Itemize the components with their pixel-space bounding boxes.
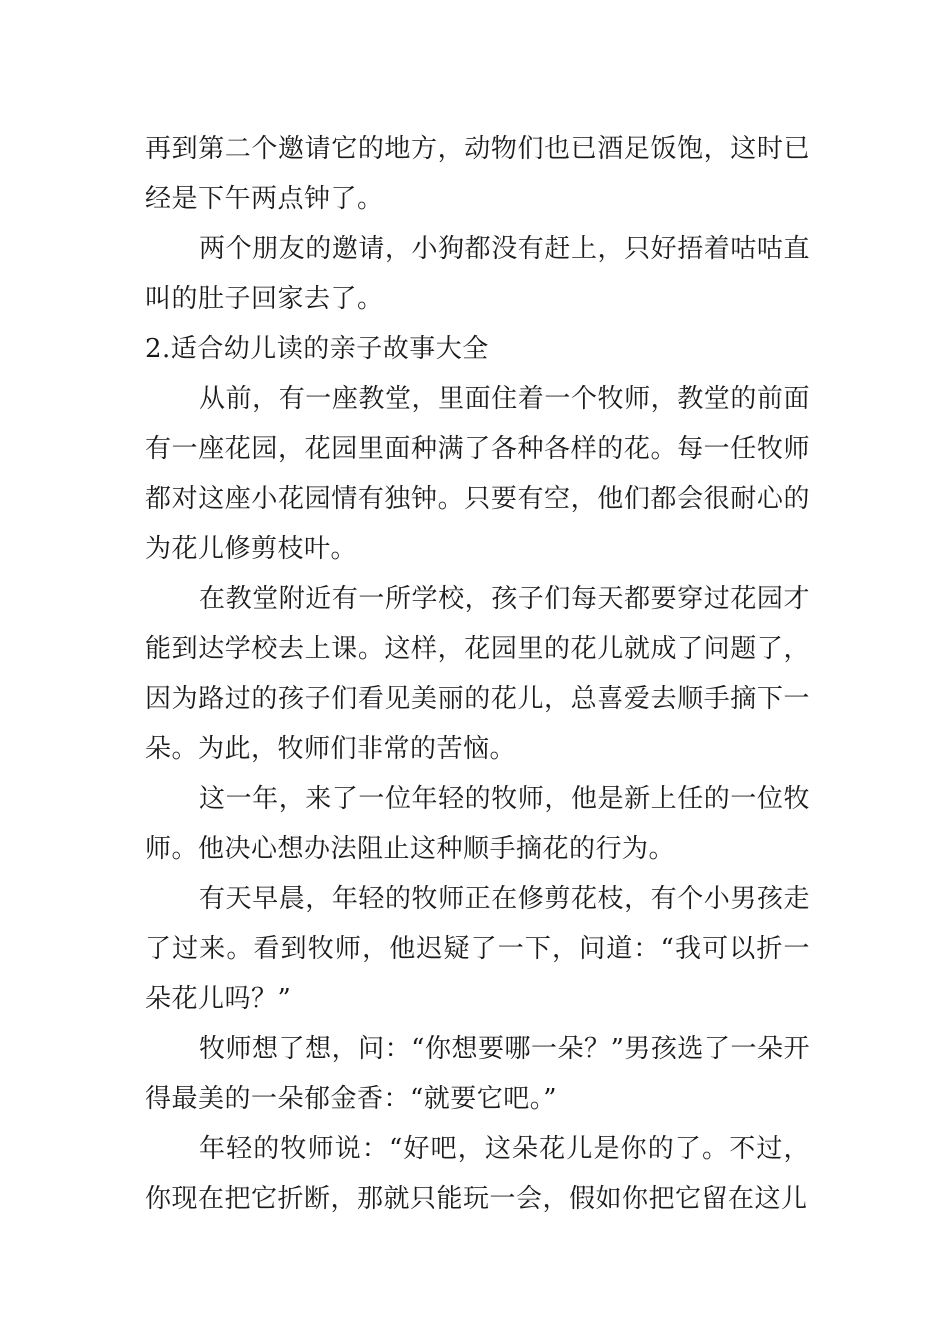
section-heading: 2.适合幼儿读的亲子故事大全	[145, 334, 489, 364]
paragraph: 在教堂附近有一所学校，孩子们每天都要穿过花园才能到达学校去上课。这样，花园里的花儿就成了问题了，因为路过的孩子们看见美丽的花儿，总喜爱去顺手摘下一朵。为此，牧师们非常的苦恼。	[145, 584, 810, 764]
paragraph: 从前，有一座教堂，里面住着一个牧师，教堂的前面有一座花园，花园里面种满了各种各样的花。每一任牧师都对这座小花园情有独钟。只要有空，他们都会很耐心的为花儿修剪枝叶。	[145, 384, 810, 564]
paragraph: 牧师想了想，问：“你想要哪一朵？”男孩选了一朵开得最美的一朵郁金香：“就要它吧。”	[145, 1034, 810, 1114]
paragraph: 这一年，来了一位年轻的牧师，他是新上任的一位牧师。他决心想办法阻止这种顺手摘花的行为。	[145, 784, 810, 864]
paragraph: 两个朋友的邀请，小狗都没有赶上，只好捂着咕咕直叫的肚子回家去了。	[145, 234, 810, 314]
paragraph: 再到第二个邀请它的地方，动物们也已酒足饭饱，这时已经是下午两点钟了。	[145, 134, 810, 214]
document-page	[145, 124, 810, 1224]
paragraph: 有天早晨，年轻的牧师正在修剪花枝，有个小男孩走了过来。看到牧师，他迟疑了一下，问道：“我可以折一朵花儿吗？”	[145, 884, 810, 1014]
paragraph: 年轻的牧师说：“好吧，这朵花儿是你的了。不过，你现在把它折断，那就只能玩一会，假如你把它留在这儿	[145, 1134, 810, 1214]
